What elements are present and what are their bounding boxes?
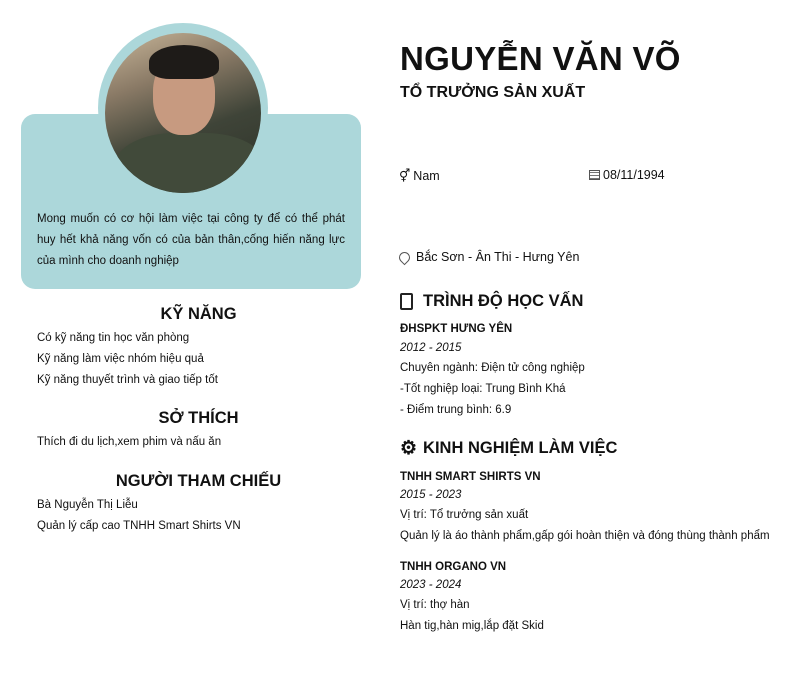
objective-text: Mong muốn có cơ hội làm việc tại công ty để có thể phát huy hết khả năng vốn có của bản thân,cống hiến năng lực của mình cho doanh nghiệp <box>37 213 345 267</box>
skill-item: Kỹ năng thuyết trình và giao tiếp tốt <box>37 374 218 386</box>
address-value: Bắc Sơn - Ân Thi - Hưng Yên <box>416 250 580 264</box>
calendar-icon <box>589 170 600 180</box>
experience-heading-text: KINH NGHIỆM LÀM VIỆC <box>423 439 618 457</box>
education-line: Chuyên ngành: Điện tử công nghiệp <box>400 362 585 374</box>
references-heading: NGƯỜI THAM CHIẾU <box>115 472 282 490</box>
skills-heading: KỸ NĂNG <box>160 305 237 323</box>
full-name: NGUYỄN VĂN VÕ <box>400 40 681 77</box>
school-name: ĐHSPKT HƯNG YÊN <box>400 323 513 335</box>
address-info <box>399 250 579 264</box>
experience-heading <box>400 439 617 458</box>
job-title: TỔ TRƯỞNG SẢN XUẤT <box>400 84 586 101</box>
location-pin-icon <box>397 249 413 265</box>
job-description: Quản lý là áo thành phẩm,gấp gói hoàn thiện và đóng thùng thành phẩm <box>400 530 770 542</box>
job-description: Hàn tig,hàn mig,lắp đặt Skid <box>400 620 544 632</box>
job-period: 2015 - 2023 <box>400 489 462 501</box>
reference-item: Quản lý cấp cao TNHH Smart Shirts VN <box>37 520 241 532</box>
education-line: - Điểm trung bình: 6.9 <box>400 404 512 416</box>
skill-item: Có kỹ năng tin học văn phòng <box>37 332 190 344</box>
education-line: -Tốt nghiệp loại: Trung Bình Khá <box>400 383 566 395</box>
certificate-icon <box>400 293 413 310</box>
job-position: Vị trí: Tổ trưởng sản xuất <box>400 509 529 521</box>
gear-check-icon: ⚙ <box>400 438 418 459</box>
education-heading <box>400 292 583 311</box>
job-company: TNHH ORGANO VN <box>400 561 507 573</box>
hobby-item: Thích đi du lịch,xem phim và nấu ăn <box>37 436 222 448</box>
education-period: 2012 - 2015 <box>400 342 462 354</box>
skill-item: Kỹ năng làm việc nhóm hiệu quả <box>37 353 204 365</box>
gender-value: Nam <box>413 168 440 183</box>
gender-icon: ⚥ <box>399 169 411 183</box>
reference-item: Bà Nguyễn Thị Liễu <box>37 499 138 511</box>
gender-info <box>399 168 440 183</box>
job-period: 2023 - 2024 <box>400 579 462 591</box>
avatar <box>105 33 261 193</box>
job-company: TNHH SMART SHIRTS VN <box>400 471 541 483</box>
hobbies-heading: SỞ THÍCH <box>158 409 239 427</box>
education-heading-text: TRÌNH ĐỘ HỌC VẤN <box>423 292 584 310</box>
dob-info <box>589 168 665 182</box>
dob-value: 08/11/1994 <box>603 168 665 182</box>
job-position: Vị trí: thợ hàn <box>400 599 470 611</box>
